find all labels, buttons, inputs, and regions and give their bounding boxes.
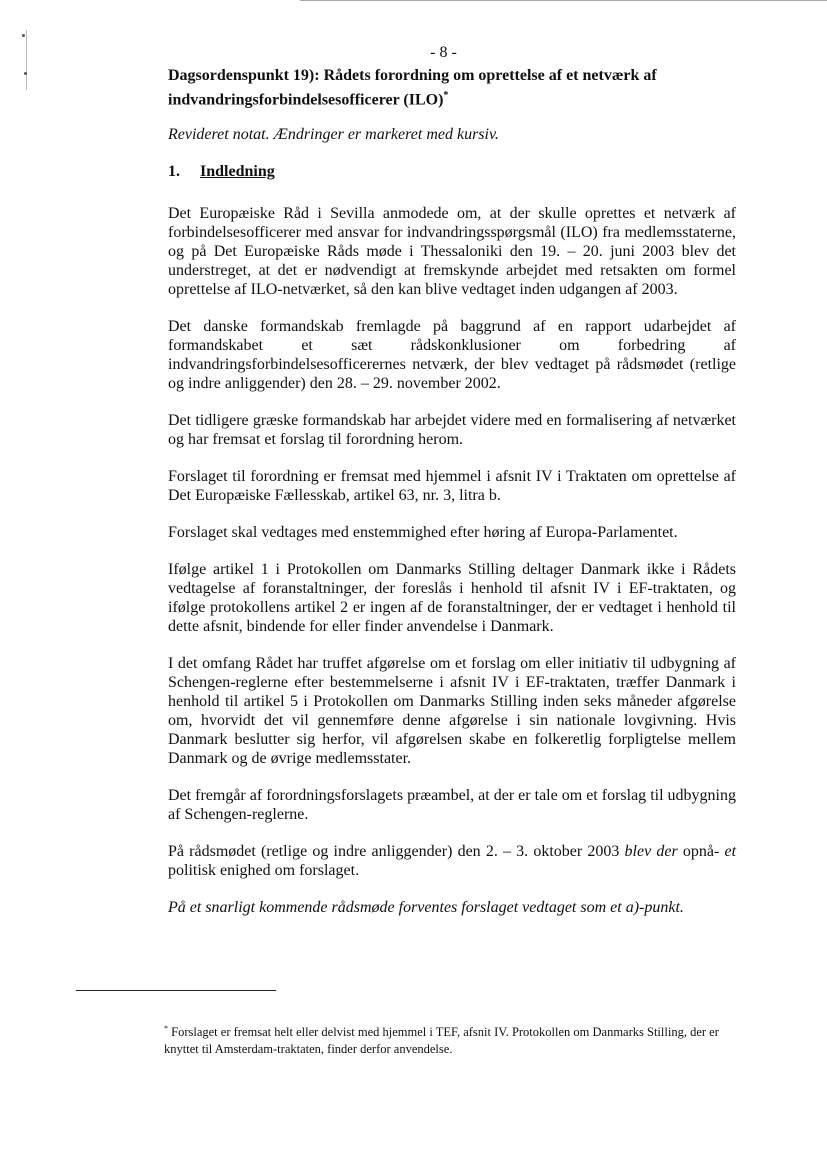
agenda-heading xyxy=(168,66,728,110)
paragraph: Forslaget skal vedtages med enstemmighed efter høring af Europa-Parlamentet. xyxy=(168,524,678,541)
agenda-heading-text: Dagsordenspunkt 19): Rådets forordning om oprettelse af et netværk af indvandringsforbindelsesofficerer (ILO) xyxy=(168,67,657,109)
page-number: - 8 - xyxy=(430,44,457,61)
scan-edge-line xyxy=(300,0,827,1)
section-number: 1. xyxy=(168,163,180,180)
paragraph-part: På rådsmødet (retlige og indre anliggender) den 2. – 3. oktober 2003 xyxy=(168,843,625,860)
scan-speck xyxy=(24,72,27,75)
footnote-text: Forslaget er fremsat helt eller delvist med hjemmel i TEF, afsnit IV. Protokollen om Danmarks Stilling, der er knyttet til Amsterdam-traktaten, finder derfor anvendelse. xyxy=(164,1025,719,1057)
footnote-marker: * xyxy=(164,1024,168,1033)
paragraph-italic: blev der xyxy=(624,843,678,860)
paragraph-italic-final: På et snarligt kommende rådsmøde forventes forslaget vedtaget som et a)-punkt. xyxy=(168,899,684,916)
document-body xyxy=(168,204,736,935)
scan-speck xyxy=(22,34,25,37)
paragraph-italic: et xyxy=(724,843,737,860)
paragraph: Ifølge artikel 1 i Protokollen om Danmarks Stilling deltager Danmark ikke i Rådets vedtagelse af foranstaltninger, der foreslås i henhold til afsnit IV i EF-traktaten, og ifølge protokollens artikel 2 er ingen af de foranstaltninger, der er vedtaget i henhold til dette afsnit, bindende for eller finder anvendelse i Danmark. xyxy=(168,561,736,635)
section-title: Indledning xyxy=(200,163,275,180)
paragraph: Det fremgår af forordningsforslagets præambel, at der er tale om et forslag til udbygning af Schengen-reglerne. xyxy=(168,787,736,823)
revision-note: Revideret notat. Ændringer er markeret med kursiv. xyxy=(168,126,499,143)
footnote-marker: * xyxy=(443,90,449,101)
paragraph: Det tidligere græske formandskab har arbejdet videre med en formalisering af netværket og har fremsat et forslag til forordning herom. xyxy=(168,412,736,448)
section-heading xyxy=(168,163,275,181)
paragraph: Forslaget til forordning er fremsat med hjemmel i afsnit IV i Traktaten om oprettelse af Det Europæiske Fællesskab, artikel 63, nr. 3, litra b. xyxy=(168,468,736,504)
paragraph: Det Europæiske Råd i Sevilla anmodede om, at der skulle oprettes et netværk af forbindelsesofficerer med ansvar for indvandringsspørgsmål (ILO) fra medlemsstaterne, og på Det Europæiske Råds møde i Thessaloniki den 19. – 20. juni 2003 blev det understreget, at det er nødvendigt at fremskynde arbejdet med retsakten om formel oprettelse af ILO-netværket, så den kan blive vedtaget inden udgangen af 2003. xyxy=(168,205,736,298)
paragraph-part: opnå- xyxy=(677,843,720,860)
paragraph-part: politisk enighed om forslaget. xyxy=(168,862,360,879)
paragraph: Det danske formandskab fremlagde på baggrund af en rapport udarbejdet af formandskabet et sæt rådskonklusioner om forbedring af indvandringsforbindelsesofficerernes netværk, der blev vedtaget på rådsmødet (retlige og indre anliggender) den 28. – 29. november 2002. xyxy=(168,318,736,392)
paragraph: I det omfang Rådet har truffet afgørelse om et forslag om eller initiativ til udbygning af Schengen-reglerne efter bestemmelserne i afsnit IV i EF-traktaten, træffer Danmark i henhold til artikel 5 i Protokollen om Danmarks Stilling inden seks måneder afgørelse om, hvorvidt det vil gennemføre denne afgørelse i sin nationale lovgivning. Hvis Danmark beslutter sig herfor, vil afgørelsen skabe en folkeretlig forpligtelse mellem Danmark og de øvrige medlemsstater. xyxy=(168,655,736,767)
footnote xyxy=(164,1020,736,1058)
footnote-separator xyxy=(76,990,276,991)
paragraph-status xyxy=(168,842,736,880)
